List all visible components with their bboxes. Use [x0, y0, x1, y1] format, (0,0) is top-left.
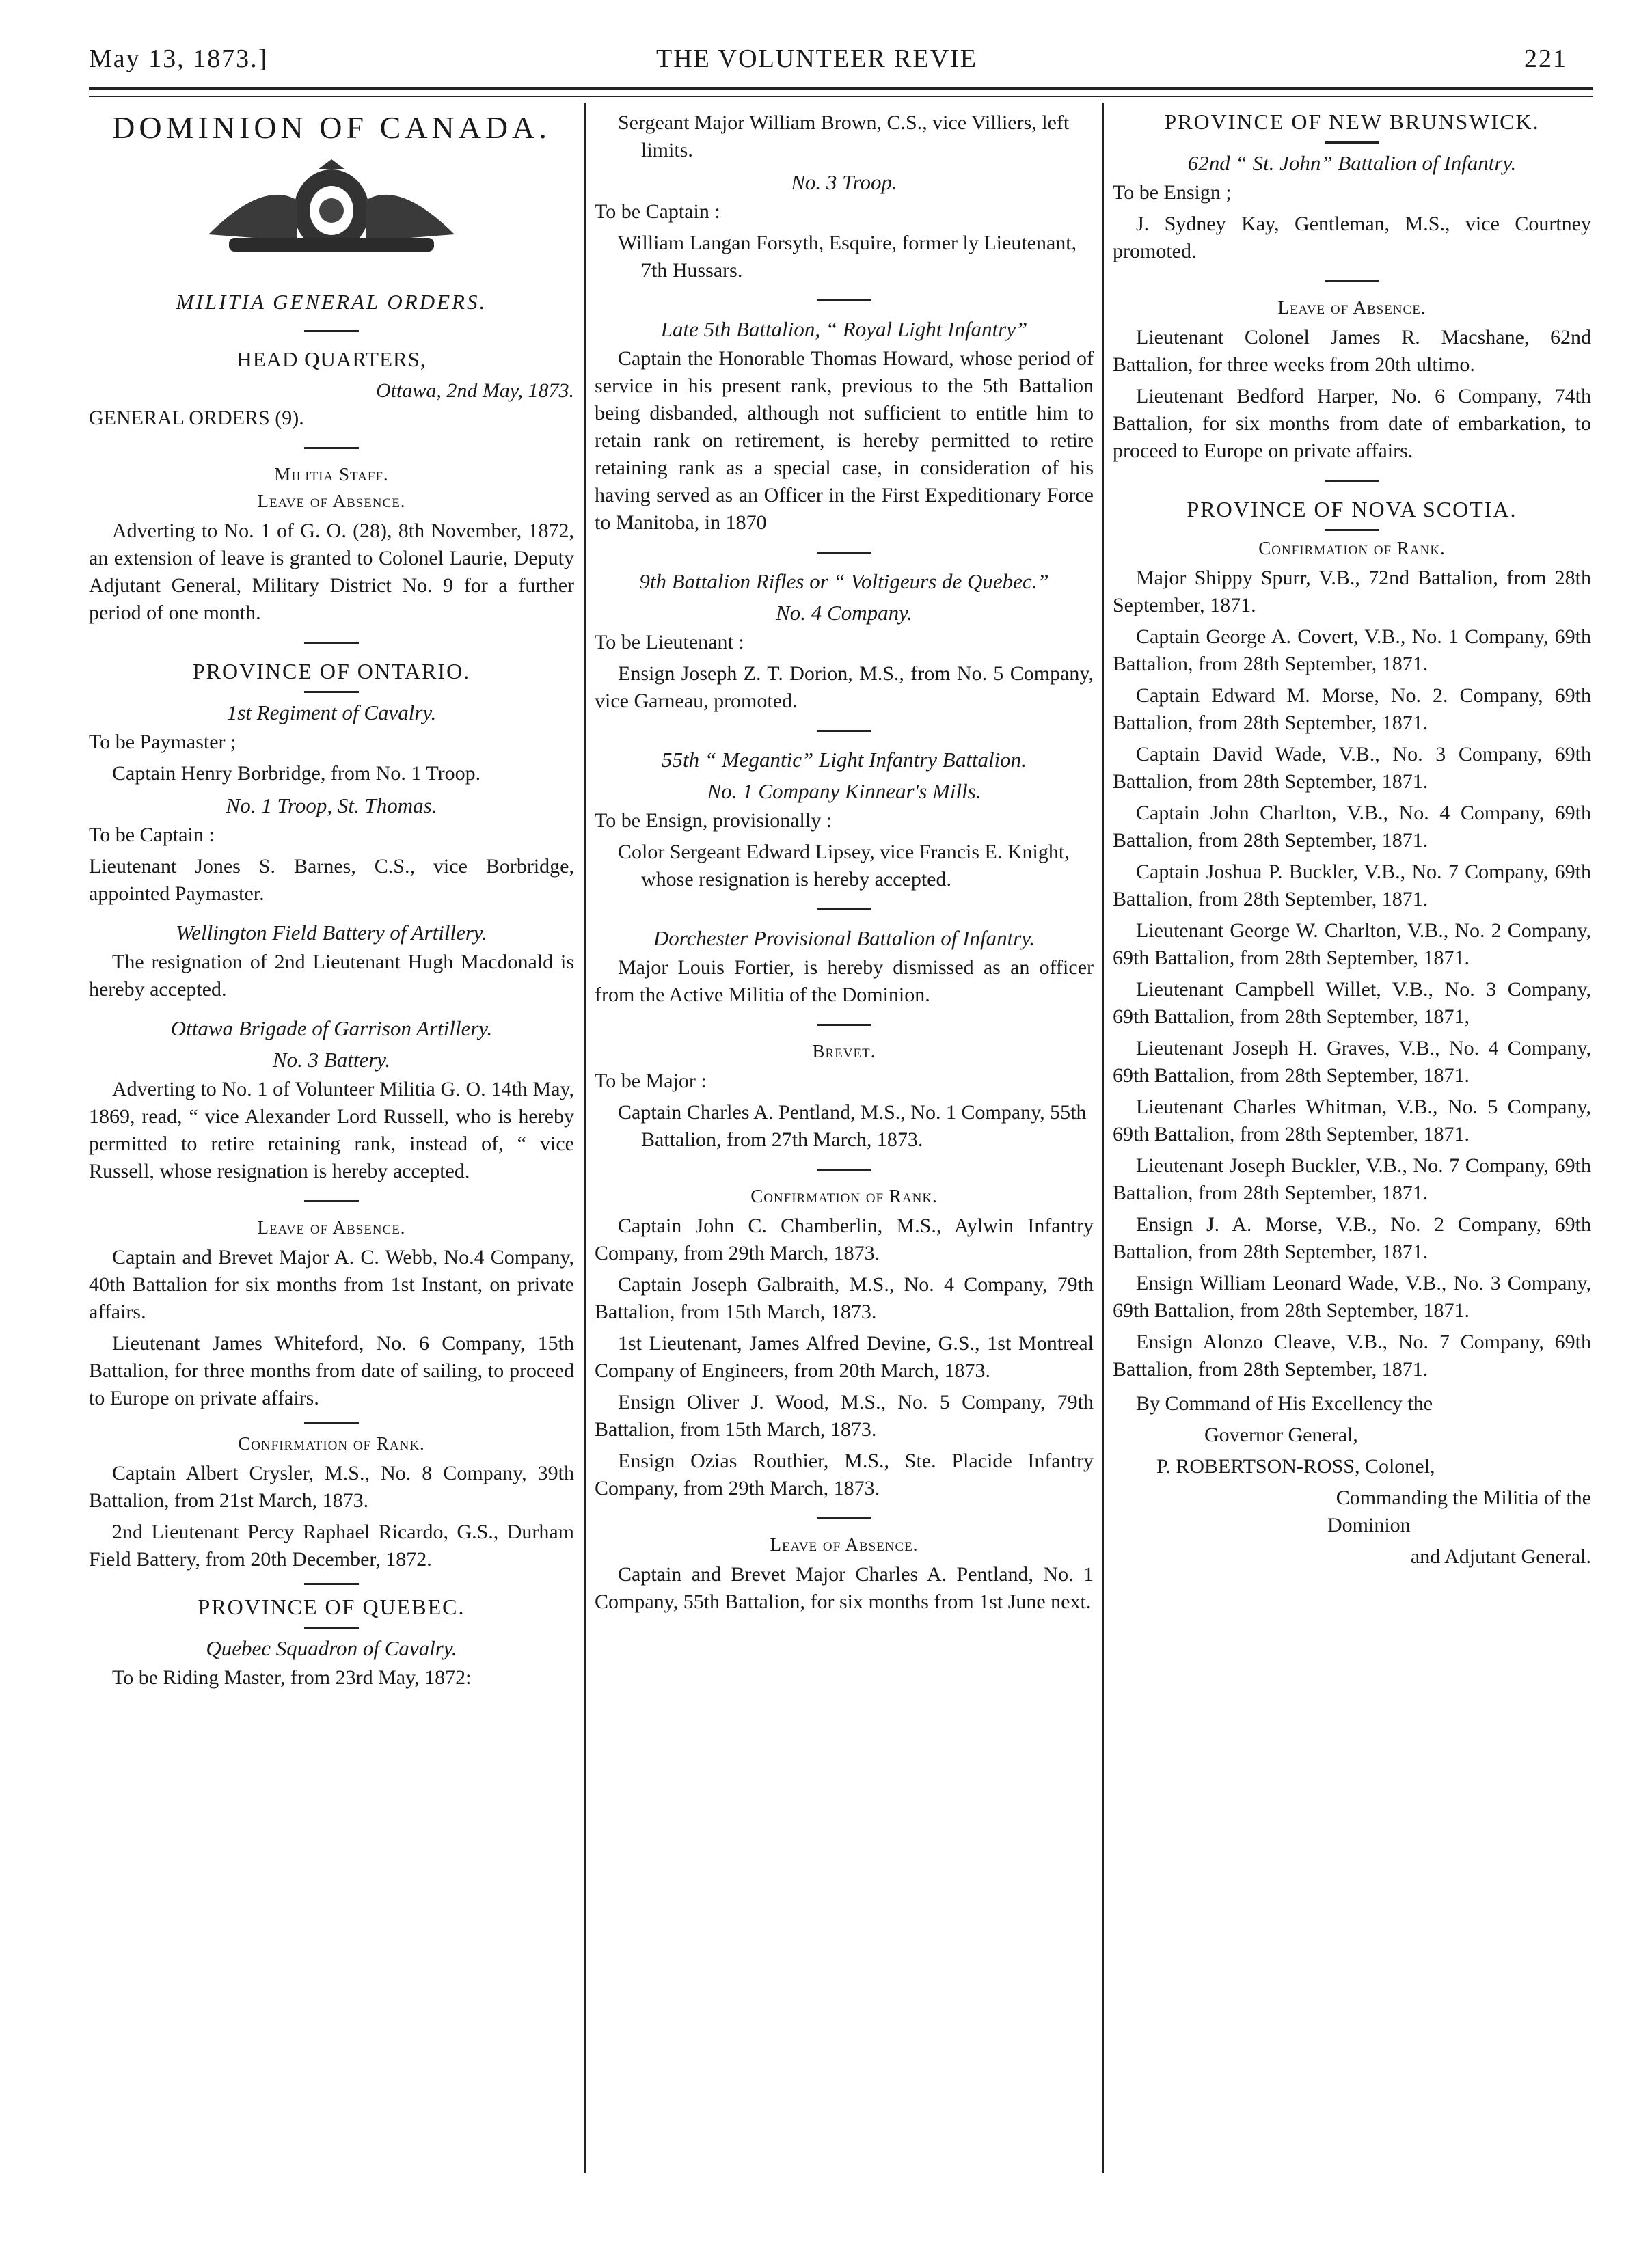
unit-heading: No. 3 Troop. — [791, 170, 897, 194]
divider — [1325, 529, 1379, 531]
order-paragraph: Ensign Joseph Z. T. Dorion, M.S., from No. 5 Company, vice Garneau, promoted. — [595, 662, 1094, 712]
section-heading: Leave of Absence. — [257, 491, 406, 511]
province-heading: PROVINCE OF NOVA SCOTIA. — [1187, 497, 1517, 521]
divider — [304, 330, 359, 332]
orders-title: MILITIA GENERAL ORDERS. — [176, 290, 487, 314]
order-paragraph: 1st Lieutenant, James Alfred Devine, G.S., 1st Montreal Company of Engineers, from 20th March, 1873. — [595, 1332, 1094, 1382]
order-paragraph: Lieutenant James Whiteford, No. 6 Company, 15th Battalion, for three months from date of sailing, to proceed to Europe on private affairs. — [89, 1332, 574, 1409]
order-paragraph: Ensign Oliver J. Wood, M.S., No. 5 Company, 79th Battalion, from 15th March, 1873. — [595, 1391, 1094, 1441]
order-paragraph: Captain John Charlton, V.B., No. 4 Company, 69th Battalion, from 28th September, 1871. — [1113, 802, 1591, 852]
order-paragraph: Lieutenant Campbell Willet, V.B., No. 3 Company, 69th Battalion, from 28th September, 1871, — [1113, 978, 1591, 1028]
signature-line: Governor General, — [1204, 1424, 1358, 1446]
appointment-line: To be Lieutenant : — [595, 631, 744, 653]
section-heading: Brevet. — [812, 1041, 876, 1061]
divider — [817, 1024, 871, 1026]
divider — [817, 552, 871, 554]
section-heading: Leave of Absence. — [257, 1217, 406, 1238]
order-paragraph: 2nd Lieutenant Percy Raphael Ricardo, G.S., Durham Field Battery, from 20th December, 1872. — [89, 1521, 574, 1571]
order-paragraph: Ensign Alonzo Cleave, V.B., No. 7 Company, 69th Battalion, from 28th September, 1871. — [1113, 1331, 1591, 1381]
order-paragraph: Sergeant Major William Brown, C.S., vice Villiers, left limits. — [618, 111, 1070, 161]
unit-heading: No. 1 Troop, St. Thomas. — [226, 794, 437, 817]
appointment-line: To be Paymaster ; — [89, 731, 236, 753]
column-rule-2 — [1102, 103, 1104, 2173]
signature-officer: P. ROBERTSON-ROSS, Colonel, — [1156, 1455, 1435, 1478]
order-paragraph: To be Riding Master, from 23rd May, 1872: — [112, 1666, 472, 1689]
column-rule-1 — [584, 103, 586, 2173]
order-paragraph: The resignation of 2nd Lieutenant Hugh Macdonald is hereby accepted. — [89, 951, 574, 1001]
order-paragraph: Color Sergeant Edward Lipsey, vice Francis E. Knight, whose resignation is hereby accepted. — [618, 841, 1070, 891]
signature-title: Dominion — [1327, 1514, 1411, 1536]
order-paragraph: Ensign William Leonard Wade, V.B., No. 3 Company, 69th Battalion, from 28th September, 1871. — [1113, 1272, 1591, 1322]
unit-heading: Ottawa Brigade of Garrison Artillery. — [170, 1016, 493, 1040]
order-paragraph: Adverting to No. 1 of Volunteer Militia G. O. 14th May, 1869, read, “ vice Alexander Lord Russell, who is hereby permitted to retire retaining rank, instead of, “ vice Russell, whose resignation is hereby accepted. — [89, 1078, 574, 1182]
section-heading: Leave of Absence. — [770, 1534, 919, 1555]
order-paragraph: Major Shippy Spurr, V.B., 72nd Battalion, from 28th September, 1871. — [1113, 567, 1591, 616]
order-paragraph: Captain John C. Chamberlin, M.S., Aylwin Infantry Company, from 29th March, 1873. — [595, 1215, 1094, 1264]
header-rule — [89, 87, 1593, 90]
divider — [817, 1517, 871, 1519]
order-paragraph: Adverting to No. 1 of G. O. (28), 8th November, 1872, an extension of leave is granted to Colonel Laurie, Deputy Adjutant General, Military District No. 9 for a further period of one month. — [89, 519, 574, 624]
divider — [304, 447, 359, 449]
appointment-line: To be Ensign, provisionally : — [595, 809, 832, 832]
order-paragraph: Lieutenant Jones S. Barnes, C.S., vice Borbridge, appointed Paymaster. — [89, 855, 574, 905]
province-heading: PROVINCE OF ONTARIO. — [192, 659, 471, 683]
header-date: May 13, 1873.] — [89, 44, 269, 73]
order-paragraph: Captain Edward M. Morse, No. 2. Company, 69th Battalion, from 28th September, 1871. — [1113, 684, 1591, 734]
order-paragraph: Captain Charles A. Pentland, M.S., No. 1 Company, 55th Battalion, from 27th March, 1873. — [618, 1101, 1087, 1151]
divider — [1325, 141, 1379, 144]
order-paragraph: Captain George A. Covert, V.B., No. 1 Company, 69th Battalion, from 28th September, 1871. — [1113, 625, 1591, 675]
unit-heading: No. 3 Battery. — [272, 1048, 391, 1072]
unit-heading: 62nd “ St. John” Battalion of Infantry. — [1187, 151, 1517, 175]
order-paragraph: Captain the Honorable Thomas Howard, whose period of service in his present rank, previous to the 5th Battalion being disbanded, although not sufficient to entitle him to retain rank on retirement, is hereby permitted to retire retaining rank as a special case, in consideration of his having served as an Officer in the First Expeditionary Force to Manitoba, in 1870 — [595, 347, 1094, 534]
province-heading: PROVINCE OF NEW BRUNSWICK. — [1164, 109, 1540, 134]
order-paragraph: Captain and Brevet Major Charles A. Pentland, No. 1 Company, 55th Battalion, for six months from 1st June next. — [595, 1563, 1094, 1613]
order-paragraph: Lieutenant Charles Whitman, V.B., No. 5 Company, 69th Battalion, from 28th September, 1871. — [1113, 1096, 1591, 1145]
province-heading: PROVINCE OF QUEBEC. — [198, 1595, 465, 1619]
unit-heading: Quebec Squadron of Cavalry. — [206, 1636, 457, 1660]
order-paragraph: Major Louis Fortier, is hereby dismissed as an officer from the Active Militia of the Dominion. — [595, 956, 1094, 1006]
unit-heading: 55th “ Megantic” Light Infantry Battalion. — [662, 748, 1027, 772]
section-heading: Militia Staff. — [274, 464, 389, 485]
order-paragraph: Captain Joseph Galbraith, M.S., No. 4 Company, 79th Battalion, from 15th March, 1873. — [595, 1273, 1094, 1323]
section-heading: Confirmation of Rank. — [1258, 538, 1446, 558]
order-paragraph: Captain Henry Borbridge, from No. 1 Troop. — [112, 762, 481, 785]
divider — [817, 1169, 871, 1171]
order-paragraph: Lieutenant Colonel James R. Macshane, 62nd Battalion, for three weeks from 20th ultimo. — [1113, 326, 1591, 376]
running-header — [0, 0, 1652, 116]
signature-line: By Command of His Excellency the — [1136, 1392, 1433, 1415]
column-3 — [1113, 109, 1591, 1571]
general-orders-number: GENERAL ORDERS (9). — [89, 407, 304, 429]
order-paragraph: Lieutenant Joseph H. Graves, V.B., No. 4 Company, 69th Battalion, from 28th September, 1871. — [1113, 1037, 1591, 1087]
divider — [817, 299, 871, 301]
section-heading: Confirmation of Rank. — [238, 1433, 425, 1454]
divider — [304, 1422, 359, 1424]
order-paragraph: Captain and Brevet Major A. C. Webb, No.4 Company, 40th Battalion for six months from 1st Instant, on private affairs. — [89, 1246, 574, 1323]
divider — [304, 642, 359, 644]
divider — [304, 1627, 359, 1629]
signature-title: and Adjutant General. — [1410, 1545, 1591, 1568]
order-paragraph: J. Sydney Kay, Gentleman, M.S., vice Courtney promoted. — [1113, 213, 1591, 262]
section-heading: Confirmation of Rank. — [750, 1186, 938, 1206]
unit-heading: 1st Regiment of Cavalry. — [226, 701, 437, 724]
unit-heading: Late 5th Battalion, “ Royal Light Infantry” — [660, 317, 1028, 341]
section-heading: Leave of Absence. — [1277, 297, 1426, 318]
order-paragraph: Lieutenant Bedford Harper, No. 6 Company, 74th Battalion, for six months from date of embarkation, to proceed to Europe on private affairs. — [1113, 385, 1591, 462]
unit-heading: No. 1 Company Kinnear's Mills. — [707, 779, 981, 803]
hq-heading: HEAD QUARTERS, — [236, 347, 426, 371]
divider — [1325, 480, 1379, 482]
header-rule-thin — [89, 96, 1593, 97]
unit-heading: No. 4 Company. — [776, 601, 912, 625]
order-paragraph: Lieutenant George W. Charlton, V.B., No. 2 Company, 69th Battalion, from 28th September, 1871. — [1113, 919, 1591, 969]
appointment-line: To be Captain : — [595, 200, 720, 223]
unit-heading: Wellington Field Battery of Artillery. — [176, 921, 487, 945]
appointment-line: To be Ensign ; — [1113, 181, 1232, 204]
divider — [304, 691, 359, 693]
divider — [304, 1583, 359, 1585]
unit-heading: 9th Battalion Rifles or “ Voltigeurs de Quebec.” — [639, 569, 1049, 593]
coat-of-arms-icon — [181, 159, 482, 262]
appointment-line: To be Captain : — [89, 824, 215, 846]
appointment-line: To be Major : — [595, 1070, 707, 1092]
order-paragraph: Lieutenant Joseph Buckler, V.B., No. 7 Company, 69th Battalion, from 28th September, 1871. — [1113, 1154, 1591, 1204]
masthead: DOMINION OF CANADA. — [112, 110, 551, 145]
order-paragraph: Captain Joshua P. Buckler, V.B., No. 7 Company, 69th Battalion, from 28th September, 1871. — [1113, 860, 1591, 910]
column-1 — [89, 109, 574, 1696]
order-paragraph: Captain David Wade, V.B., No. 3 Company, 69th Battalion, from 28th September, 1871. — [1113, 743, 1591, 793]
order-paragraph: William Langan Forsyth, Esquire, former ly Lieutenant, 7th Hussars. — [618, 232, 1077, 282]
divider — [304, 1200, 359, 1202]
header-title: THE VOLUNTEER REVIE — [656, 44, 978, 73]
unit-heading: Dorchester Provisional Battalion of Infantry. — [653, 926, 1035, 950]
signature-title: Commanding the Militia of the — [1336, 1487, 1591, 1509]
column-2 — [595, 109, 1094, 1620]
page-number: 221 — [1524, 44, 1567, 73]
order-paragraph: Ensign J. A. Morse, V.B., No. 2 Company, 69th Battalion, from 28th September, 1871. — [1113, 1213, 1591, 1263]
dateline: Ottawa, 2nd May, 1873. — [376, 379, 574, 402]
order-paragraph: Captain Albert Crysler, M.S., No. 8 Company, 39th Battalion, from 21st March, 1873. — [89, 1462, 574, 1512]
divider — [817, 908, 871, 910]
divider — [1325, 280, 1379, 282]
order-paragraph: Ensign Ozias Routhier, M.S., Ste. Placide Infantry Company, from 29th March, 1873. — [595, 1450, 1094, 1500]
divider — [817, 730, 871, 732]
